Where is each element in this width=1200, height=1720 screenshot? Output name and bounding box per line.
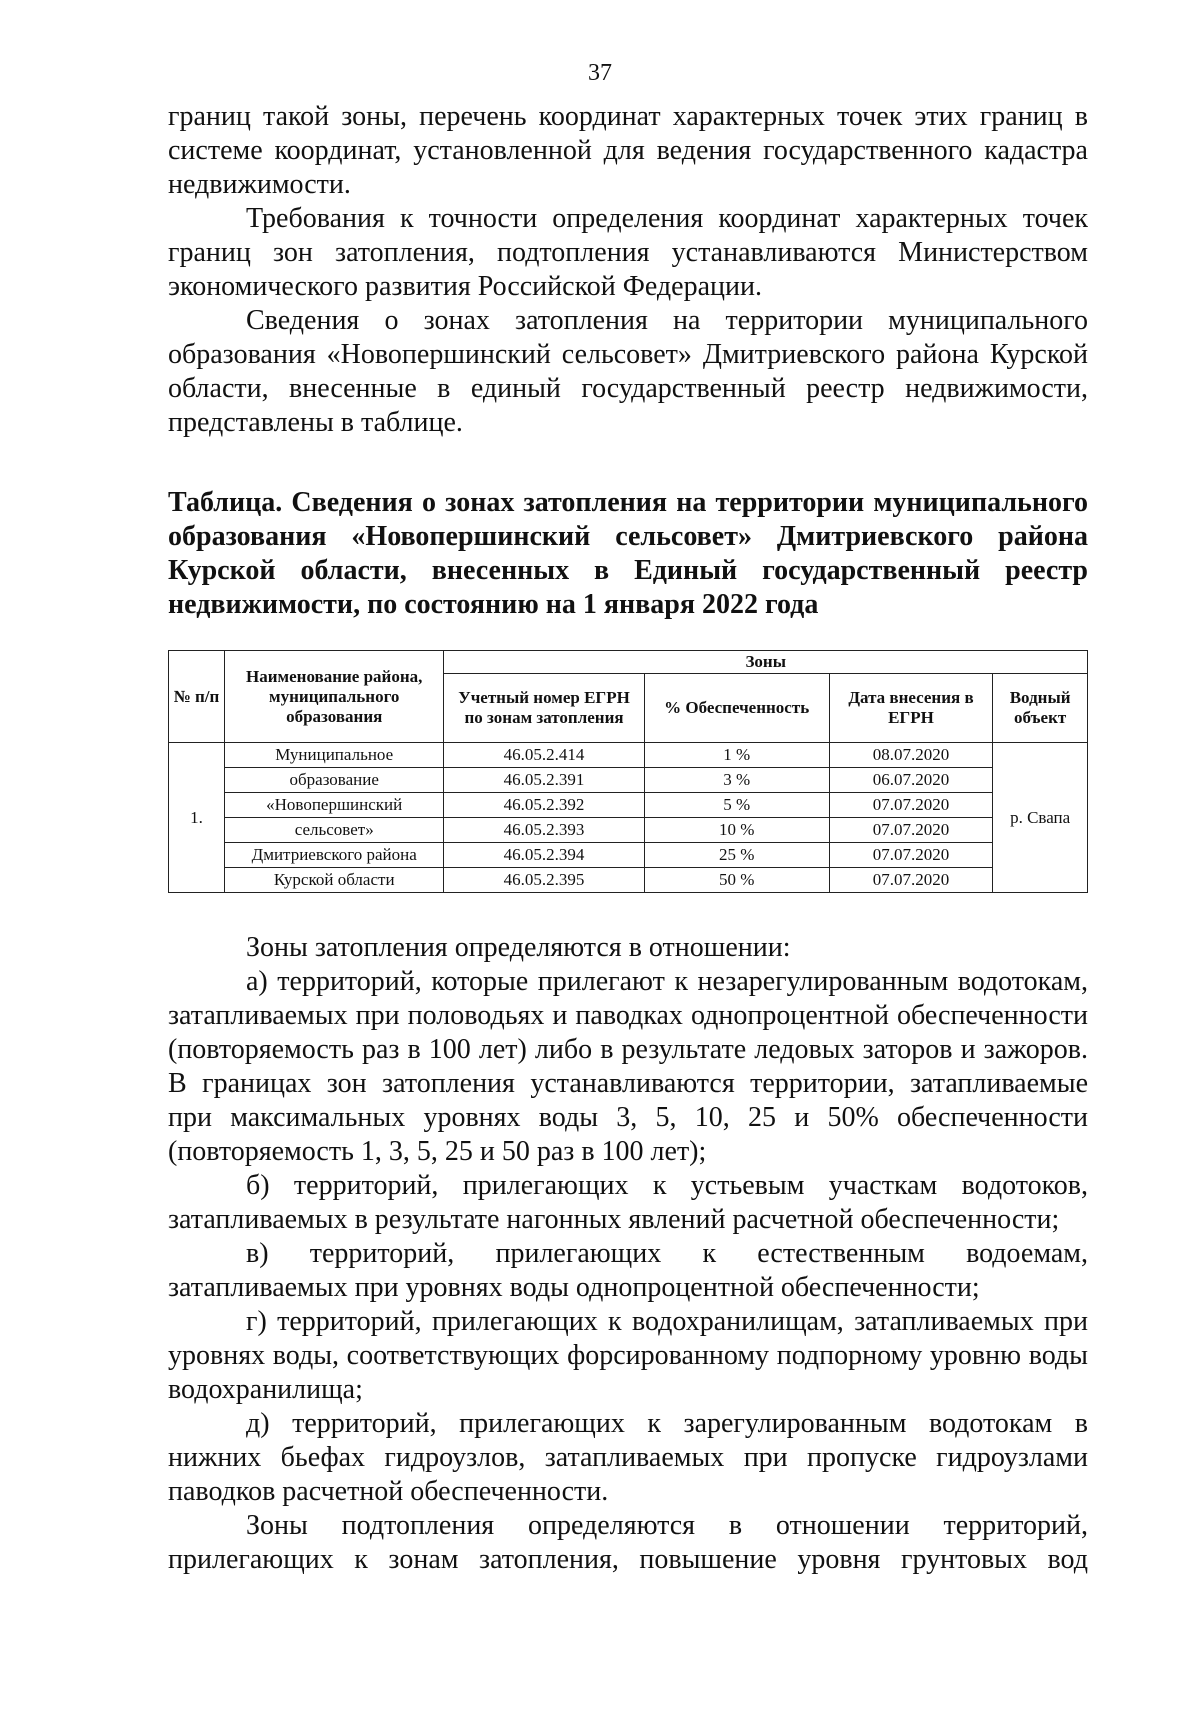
paragraph-item-v: в) территорий, прилегающих к естественным водоемам, затапливаемых при уровнях воды однопроцентной обеспеченности; [168,1238,1088,1303]
egrn-number: 46.05.2.392 [444,793,644,818]
flood-zones-table [168,650,1088,893]
egrn-number: 46.05.2.414 [444,743,644,768]
percent-value: 3 % [644,768,829,793]
percent-value: 1 % [644,743,829,768]
egrn-number: 46.05.2.395 [444,868,644,893]
district-line: сельсовет» [224,818,444,843]
date-value: 07.07.2020 [829,793,993,818]
header-percent: % Обеспеченность [644,674,829,743]
table-row [169,743,1088,768]
date-value: 08.07.2020 [829,743,993,768]
table-row [169,818,1088,843]
date-value: 07.07.2020 [829,843,993,868]
paragraph-item-a: а) территорий, которые прилегают к незарегулированным водотокам, затапливаемых при половодьях и паводках однопроцентной обеспеченности (повторяемость раз в 100 лет) либо в результате ледовых заторов и зажоров. В границах зон затопления устанавливаются территории, затапливаемые при максимальных уровнях воды 3, 5, 10, 25 и 50% обеспеченности (повторяемость 1, 3, 5, 25 и 50 раз в 100 лет); [168,966,1088,1167]
district-line: образование [224,768,444,793]
table-title: Таблица. Сведения о зонах затопления на территории муниципального образования «Новопершинский сельсовет» Дмитриевского района Курской области, внесенных в Единый государственный реестр недвижимости, по состоянию на 1 января 2022 года [168,487,1088,620]
date-value: 06.07.2020 [829,768,993,793]
paragraph-item-g: г) территорий, прилегающих к водохранилищам, затапливаемых при уровнях воды, соответствующих форсированному подпорному уровню воды водохранилища; [168,1306,1088,1405]
paragraph-item-d: д) территорий, прилегающих к зарегулированным водотокам в нижних бьефах гидроузлов, затапливаемых при пропуске гидроузлами паводков расчетной обеспеченности. [168,1408,1088,1507]
date-value: 07.07.2020 [829,818,993,843]
paragraph-accuracy: Требования к точности определения координат характерных точек границ зон затопления, подтопления устанавливаются Министерством экономического развития Российской Федерации. [168,203,1088,302]
paragraph-continuation: границ такой зоны, перечень координат характерных точек этих границ в системе координат, установленной для ведения государственного кадастра недвижимости. [168,101,1088,200]
header-water-object: Водный объект [993,674,1088,743]
percent-value: 50 % [644,868,829,893]
header-zones: Зоны [444,651,1088,674]
table-header-row [169,651,1088,674]
row-number: 1. [169,743,225,893]
page-number: 37 [588,60,612,86]
document-body [168,100,1088,1577]
paragraph-subflooding: Зоны подтопления определяются в отношении территорий, прилегающих к зонам затопления, повышение уровня грунтовых вод [168,1510,1088,1575]
egrn-number: 46.05.2.391 [444,768,644,793]
paragraph-item-b: б) территорий, прилегающих к устьевым участкам водотоков, затапливаемых в результате нагонных явлений расчетной обеспеченности; [168,1170,1088,1235]
water-object: р. Свапа [993,743,1088,893]
percent-value: 25 % [644,843,829,868]
table-row [169,768,1088,793]
date-value: 07.07.2020 [829,868,993,893]
district-line: Дмитриевского района [224,843,444,868]
header-num: № п/п [169,651,225,743]
paragraph-zones-intro: Зоны затопления определяются в отношении: [246,932,791,963]
header-egrn-number: Учетный номер ЕГРН по зонам затопления [444,674,644,743]
table-row [169,793,1088,818]
header-date: Дата внесения в ЕГРН [829,674,993,743]
paragraph-zone-info: Сведения о зонах затопления на территории муниципального образования «Новопершинский сельсовет» Дмитриевского района Курской области, внесенные в единый государственный реестр недвижимости, представлены в таблице. [168,305,1088,438]
table-row [169,868,1088,893]
district-line: «Новопершинский [224,793,444,818]
percent-value: 10 % [644,818,829,843]
egrn-number: 46.05.2.393 [444,818,644,843]
percent-value: 5 % [644,793,829,818]
egrn-number: 46.05.2.394 [444,843,644,868]
header-district: Наименование района, муниципального образования [224,651,444,743]
table-row [169,843,1088,868]
district-line: Курской области [224,868,444,893]
district-line: Муниципальное [224,743,444,768]
